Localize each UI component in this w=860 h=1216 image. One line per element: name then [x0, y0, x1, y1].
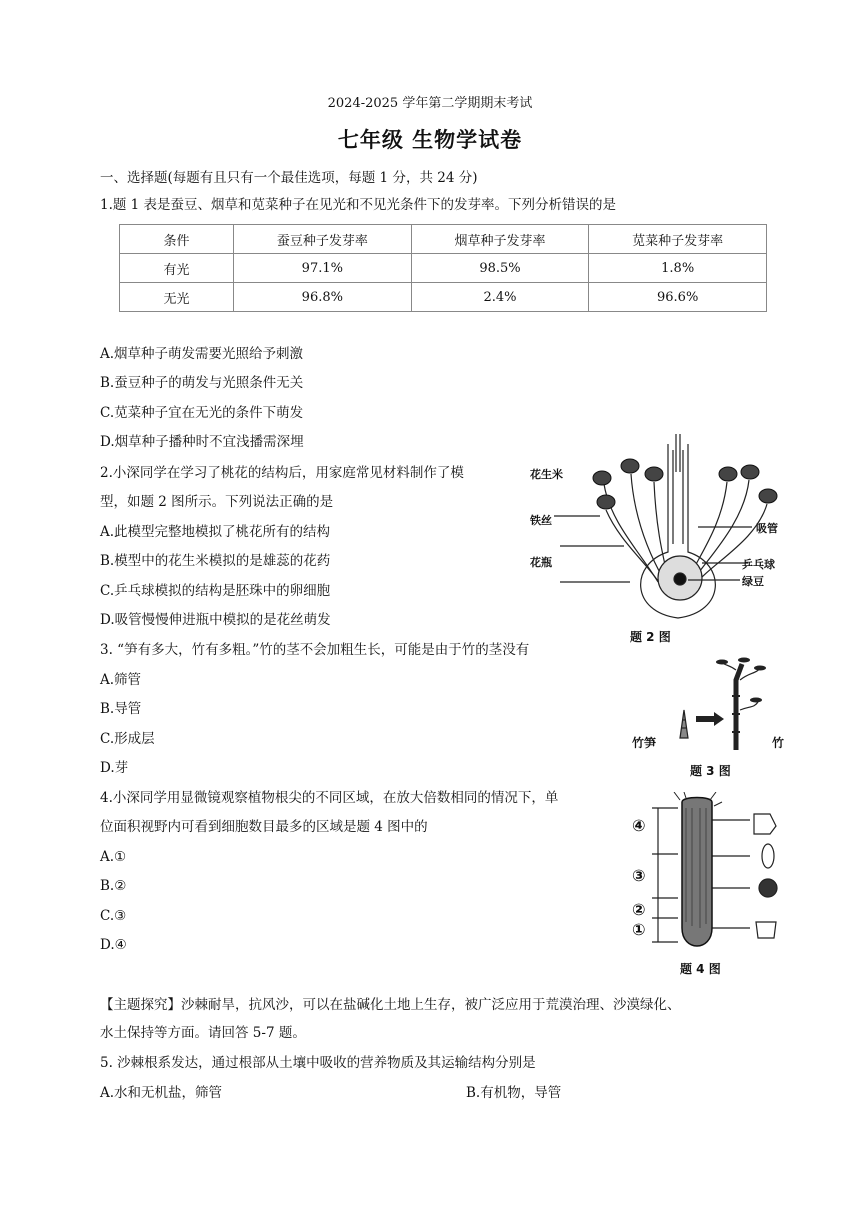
- label-bamboo: 竹: [772, 736, 785, 750]
- flower-model-drawing: [530, 432, 790, 646]
- table-header-cell: 蚕豆种子发芽率: [234, 225, 412, 254]
- table-cell: 2.4%: [411, 283, 589, 312]
- q2-stem-line1: 2.小深同学在学习了桃花的结构后，用家庭常见材料制作了模: [100, 465, 464, 481]
- bamboo-drawing: [632, 650, 792, 780]
- table-header-row: [120, 225, 767, 254]
- q4-stem-line2: 位面积视野内可看到细胞数目最多的区域是题 4 图中的: [100, 819, 428, 835]
- q4-option-a: A.①: [100, 849, 127, 865]
- table-cell: 96.6%: [589, 283, 767, 312]
- germination-table: [119, 224, 767, 312]
- q1-option-a: A.烟草种子萌发需要光照给予刺激: [100, 346, 304, 362]
- q1-option-c: C.苋菜种子宜在无光的条件下萌发: [100, 405, 304, 421]
- q4-option-c: C.③: [100, 908, 127, 924]
- label-straw: 吸管: [756, 522, 778, 535]
- q4-option-d: D.④: [100, 937, 127, 953]
- label-peanut: 花生米: [530, 468, 563, 481]
- table-cell: 无光: [120, 283, 234, 312]
- q5-stem: 5. 沙棘根系发达，通过根部从土壤中吸收的营养物质及其运输结构分别是: [100, 1055, 536, 1071]
- table-row: [120, 283, 767, 312]
- q5-option-a: A.水和无机盐，筛管: [100, 1085, 223, 1101]
- zone-label-2: ②: [632, 900, 646, 919]
- table-cell: 有光: [120, 254, 234, 283]
- zone-label-1: ①: [632, 920, 646, 939]
- table-cell: 1.8%: [589, 254, 767, 283]
- q4-stem-line1: 4.小深同学用显微镜观察植物根尖的不同区域，在放大倍数相同的情况下，单: [100, 790, 559, 806]
- label-pingpong: 乒乓球: [742, 558, 775, 571]
- section-heading: 一、选择题(每题有且只有一个最佳选项，每题 1 分，共 24 分): [100, 170, 478, 186]
- q2-option-d: D.吸管慢慢伸进瓶中模拟的是花丝萌发: [100, 612, 331, 628]
- figure-2-caption: 题 2 图: [630, 630, 671, 644]
- figure-3-caption: 题 3 图: [690, 764, 731, 778]
- q2-stem-line2: 型，如题 2 图所示。下列说法正确的是: [100, 494, 334, 510]
- table-cell: 96.8%: [234, 283, 412, 312]
- q1-stem: 1.题 1 表是蚕豆、烟草和苋菜种子在见光和不见光条件下的发芽率。下列分析错误的是: [100, 197, 617, 213]
- q4-option-b: B.②: [100, 878, 127, 894]
- q3-option-d: D.芽: [100, 760, 129, 776]
- q3-option-a: A.筛管: [100, 672, 142, 688]
- q3-option-b: B.导管: [100, 701, 142, 717]
- label-shoot: 竹笋: [632, 736, 657, 750]
- theme-line1: 【主题探究】沙棘耐旱，抗风沙，可以在盐碱化土地上生存，被广泛应用于荒漠治理、沙漠绿化、: [100, 997, 681, 1013]
- q1-option-d: D.烟草种子播种时不宜浅播需深埋: [100, 434, 304, 450]
- table-cell: 98.5%: [411, 254, 589, 283]
- exam-subtitle: 2024-2025 学年第二学期期末考试: [327, 96, 533, 111]
- q1-option-b: B.蚕豆种子的萌发与光照条件无关: [100, 375, 304, 391]
- q2-option-c: C.乒乓球模拟的结构是胚珠中的卵细胞: [100, 583, 331, 599]
- figure-4-root-tip: [630, 792, 800, 978]
- table-header-cell: 条件: [120, 225, 234, 254]
- figure-2-flower-model: [530, 432, 790, 646]
- figure-3-bamboo: [632, 650, 792, 780]
- exam-title: 七年级 生物学试卷: [337, 127, 523, 152]
- table-header-cell: 苋菜种子发芽率: [589, 225, 767, 254]
- table-cell: 97.1%: [234, 254, 412, 283]
- q5-option-b: B.有机物，导管: [466, 1085, 562, 1101]
- label-mungbean: 绿豆: [742, 575, 764, 588]
- q3-option-c: C.形成层: [100, 731, 155, 747]
- root-tip-drawing: [630, 792, 800, 978]
- q3-stem: 3. “笋有多大，竹有多粗。”竹的茎不会加粗生长，可能是由于竹的茎没有: [100, 642, 530, 658]
- zone-label-3: ③: [632, 866, 646, 885]
- table-row: [120, 254, 767, 283]
- label-vase: 花瓶: [530, 556, 552, 569]
- zone-label-4: ④: [632, 816, 646, 835]
- figure-4-caption: 题 4 图: [680, 962, 721, 976]
- q2-option-b: B.模型中的花生米模拟的是雄蕊的花药: [100, 553, 331, 569]
- theme-line2: 水土保持等方面。请回答 5-7 题。: [100, 1025, 306, 1041]
- q2-option-a: A.此模型完整地模拟了桃花所有的结构: [100, 524, 331, 540]
- label-wire: 铁丝: [530, 514, 552, 527]
- table-header-cell: 烟草种子发芽率: [411, 225, 589, 254]
